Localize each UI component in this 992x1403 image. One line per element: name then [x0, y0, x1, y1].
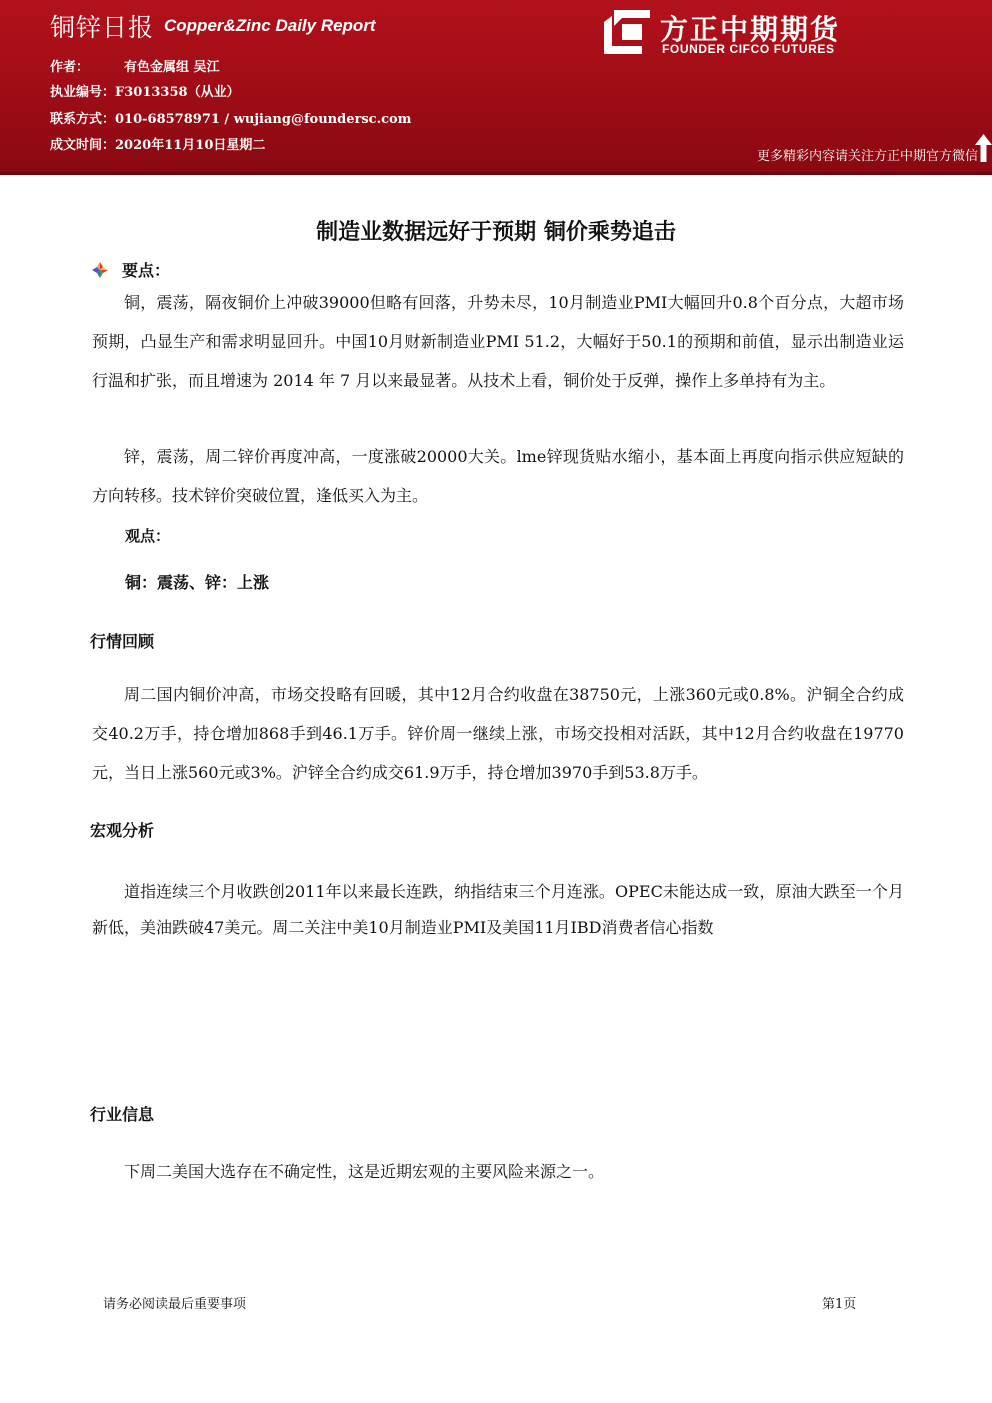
logo-text-cn: 方正中期期货 [660, 13, 841, 46]
founder-logo-mark-icon [602, 8, 652, 56]
logo-text-en: FOUNDER CIFCO FUTURES [662, 42, 835, 56]
copper-paragraph: 铜，震荡，隔夜铜价上冲破39000但略有回落，升势未尽，10月制造业PMI大幅回升0.8个百分点，大超市场预期，凸显生产和需求明显回升。中国10月财新制造业PMI 51.2，大幅好于50.1的预期和前值，显示出制造业运行温和扩张，而且增速为 2014 年 7 月以来最显著。从技术上看，铜价处于反弹，操作上多单持有为主。 [92, 293, 904, 390]
diamond-bullet-icon [92, 262, 108, 278]
page-number: 第1页 [822, 1297, 857, 1312]
market-review-paragraph: 周二国内铜价冲高，市场交投略有回暖，其中12月合约收盘在38750元，上涨360元或0.8%。沪铜全合约成交40.2万手，持仓增加868手到46.1万手。锌价周一继续上涨，市场交投相对活跃，其中12月合约收盘在19770元，当日上涨560元或3%。沪锌全合约成交61.9万手，持仓增加3970手到53.8万手。 [92, 685, 904, 782]
industry-info-paragraph: 下周二美国大选存在不确定性，这是近期宏观的主要风险来源之一。 [124, 1162, 605, 1181]
report-title-en: Copper&Zinc Daily Report [164, 16, 376, 35]
date-label: 成文时间： [50, 138, 116, 153]
macro-analysis-paragraph: 道指连续三个月收跌创2011年以来最长连跌，纳指结束三个月连涨。OPEC未能达成一致，原油大跌至一个月新低，美油跌破47美元。周二关注中美10月制造业PMI及美国11月IBD消费者信心指数 [92, 882, 904, 937]
report-title-cn: 铜锌日报 [50, 13, 155, 42]
license-value: F3013358（从业） [115, 85, 240, 100]
contact-label: 联系方式： [50, 112, 116, 127]
date-line [50, 134, 265, 153]
contact-line [50, 108, 411, 127]
keypoints-label: 要点： [122, 261, 171, 280]
report-header [0, 0, 992, 172]
contact-value: 010-68578971 / wujiang@foundersc.com [115, 112, 412, 127]
wechat-note: 更多精彩内容请关注方正中期官方微信 [756, 149, 978, 164]
view-label: 观点： [125, 527, 171, 545]
view-text: 铜：震荡、锌：上涨 [125, 573, 270, 592]
up-arrow-icon [975, 134, 992, 162]
author-line [50, 56, 220, 75]
date-value: 2020年11月10日星期二 [115, 138, 266, 153]
macro-analysis-heading: 宏观分析 [90, 821, 155, 840]
zinc-paragraph: 锌，震荡，周二锌价再度冲高，一度涨破20000大关。lme锌现货贴水缩小，基本面上再度向指示供应短缺的方向转移。技术锌价突破位置，逢低买入为主。 [92, 447, 904, 505]
keypoints-heading [92, 258, 170, 280]
industry-info-heading: 行业信息 [90, 1105, 155, 1124]
author-value: 有色金属组 吴江 [124, 60, 220, 75]
company-logo [602, 8, 862, 58]
report-title [50, 8, 376, 44]
header-divider [0, 172, 992, 175]
footer-notice: 请务必阅读最后重要事项 [103, 1297, 247, 1312]
license-line [50, 81, 240, 100]
document-title: 制造业数据远好于预期 铜价乘势追击 [316, 220, 676, 245]
market-review-heading: 行情回顾 [90, 632, 155, 651]
author-label: 作者： [50, 60, 90, 75]
license-label: 执业编号： [50, 85, 116, 100]
